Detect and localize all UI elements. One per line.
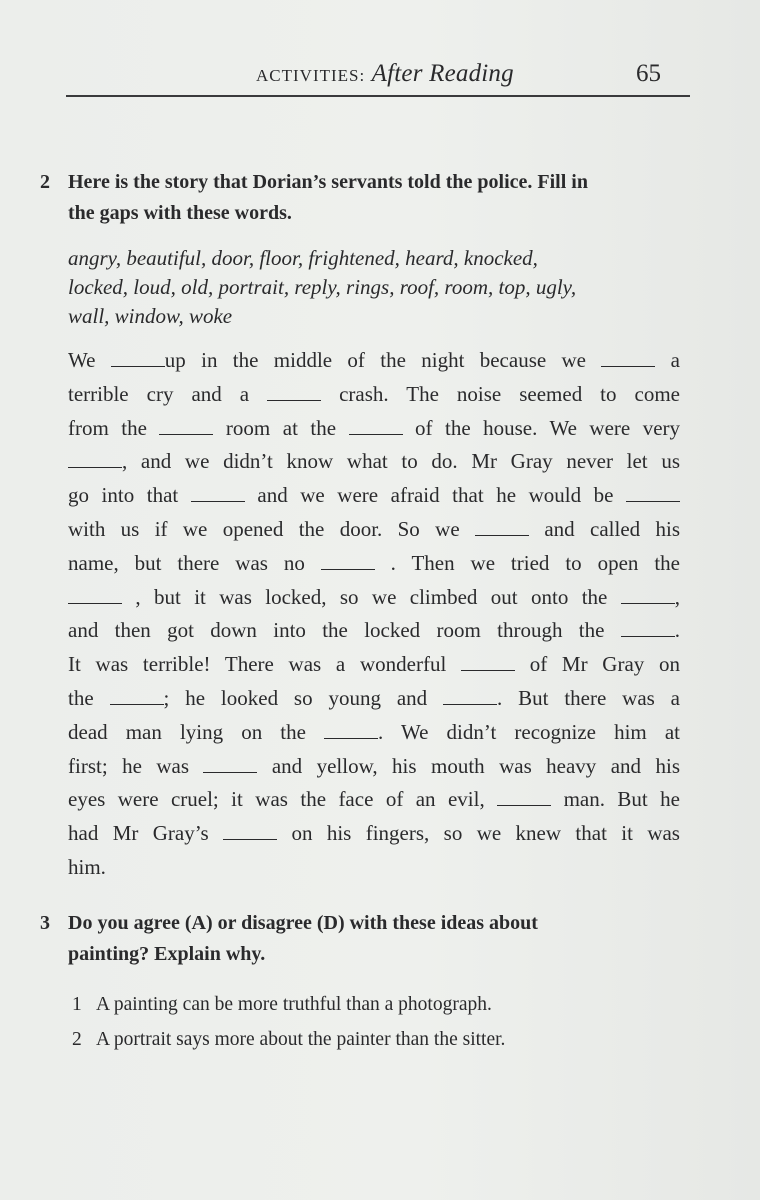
gap-blank[interactable] (68, 446, 122, 468)
word-bank-line: wall, window, woke (68, 304, 233, 328)
story-text: go into that (68, 483, 191, 508)
gap-blank[interactable] (159, 413, 213, 435)
story-text: room at the (213, 415, 349, 440)
story-line (68, 716, 680, 750)
story-line (68, 851, 680, 885)
statement-item (72, 1022, 505, 1057)
story-line (68, 682, 680, 716)
question-3-prompt-line: painting? Explain why. (68, 943, 266, 965)
gap-blank[interactable] (321, 548, 375, 570)
question-2-prompt (68, 167, 688, 229)
story-text: , but it was locked, so we climbed out onto the (122, 584, 621, 609)
word-bank-line: locked, loud, old, portrait, reply, rings, roof, room, top, ugly, (68, 275, 577, 299)
gap-blank[interactable] (443, 683, 497, 705)
story-line (68, 783, 680, 817)
statement-item (72, 987, 505, 1022)
running-head (256, 60, 514, 88)
story-text: of Mr Gray on (515, 652, 681, 677)
story-text: of the house. We were very (402, 415, 681, 440)
word-bank (68, 244, 688, 331)
story-text: and we were afraid that he would be (244, 483, 626, 508)
story-line (68, 648, 680, 682)
statement-number: 1 (72, 994, 82, 1015)
story-text: crash. The noise seemed to come (321, 381, 680, 406)
story-text: a (655, 348, 680, 372)
story-text: . We didn’t recognize him at (378, 719, 680, 744)
story-text: . Then we tried to open the (374, 550, 680, 575)
story-line (68, 547, 680, 581)
story-text: from the (68, 415, 160, 440)
question-3-prompt-line: Do you agree (A) or disagree (D) with these ideas about (68, 912, 538, 934)
story-text: terrible cry and a (68, 381, 268, 406)
gap-blank[interactable] (621, 582, 675, 604)
story-text: first; he was (68, 753, 204, 778)
story-text: eyes were cruel; it was the face of an evil, (68, 787, 498, 812)
gap-blank[interactable] (191, 480, 245, 502)
gap-blank[interactable] (349, 413, 403, 435)
story-text: on his fingers, so we knew that it was (277, 821, 680, 846)
story-text: , (674, 584, 680, 609)
statement-text: A portrait says more about the painter than the sitter. (96, 1029, 506, 1050)
gap-blank[interactable] (626, 480, 680, 502)
statement-list (72, 987, 505, 1057)
story-text: the (68, 685, 110, 710)
story-line (68, 581, 680, 615)
story-line (68, 445, 680, 479)
story-text: him. (68, 854, 106, 879)
story-line (68, 412, 680, 446)
gap-blank[interactable] (497, 784, 551, 806)
running-head-title: After Reading (371, 60, 514, 87)
gap-blank[interactable] (203, 751, 257, 773)
gap-blank[interactable] (223, 818, 277, 840)
story-text: and called his (529, 516, 680, 541)
story-line (68, 479, 680, 513)
story-text: had Mr Gray’s (68, 821, 224, 846)
statement-text: A painting can be more truthful than a photograph. (96, 994, 492, 1015)
word-bank-line: angry, beautiful, door, floor, frightened, heard, knocked, (68, 246, 538, 270)
story-text: dead man lying on the (68, 719, 325, 744)
page-number: 65 (636, 60, 661, 87)
story-text: name, but there was no (68, 550, 321, 575)
gap-blank[interactable] (475, 514, 529, 536)
gap-blank[interactable] (267, 379, 321, 401)
story-text: ; he looked so young and (163, 685, 444, 710)
gap-blank[interactable] (601, 345, 655, 367)
story-text: . But there was a (497, 685, 681, 710)
story-text: It was terrible! There was a wonderful (68, 652, 461, 677)
story-line (68, 817, 680, 851)
story-line (68, 614, 680, 648)
story-line (68, 344, 680, 378)
question-2-prompt-line: Here is the story that Dorian’s servants told the police. Fill in (68, 171, 588, 193)
statement-number: 2 (72, 1029, 82, 1050)
story-text: up in the middle of the night because we (164, 348, 602, 372)
story-text: . (674, 618, 680, 643)
gap-blank[interactable] (111, 345, 165, 367)
gap-blank[interactable] (621, 615, 675, 637)
story-line (68, 513, 680, 547)
story-line (68, 750, 680, 784)
question-2-number: 2 (40, 171, 50, 193)
header-rule (66, 95, 690, 97)
story-text: , and we didn’t know what to do. Mr Gray never let us (122, 449, 680, 474)
story-text: We (68, 348, 111, 372)
story-line (68, 378, 680, 412)
gap-blank[interactable] (110, 683, 164, 705)
gap-blank[interactable] (324, 717, 378, 739)
story-text: with us if we opened the door. So we (68, 516, 475, 541)
question-3-prompt (68, 908, 688, 970)
gap-blank[interactable] (68, 582, 122, 604)
story-text: and yellow, his mouth was heavy and his (257, 753, 680, 778)
gap-fill-story (68, 344, 680, 885)
running-head-section: ACTIVITIES: (256, 66, 366, 85)
question-3-number: 3 (40, 912, 50, 934)
question-2-prompt-line: the gaps with these words. (68, 202, 292, 224)
gap-blank[interactable] (461, 649, 515, 671)
story-text: man. But he (551, 787, 680, 812)
story-text: and then got down into the locked room through the (68, 618, 621, 643)
